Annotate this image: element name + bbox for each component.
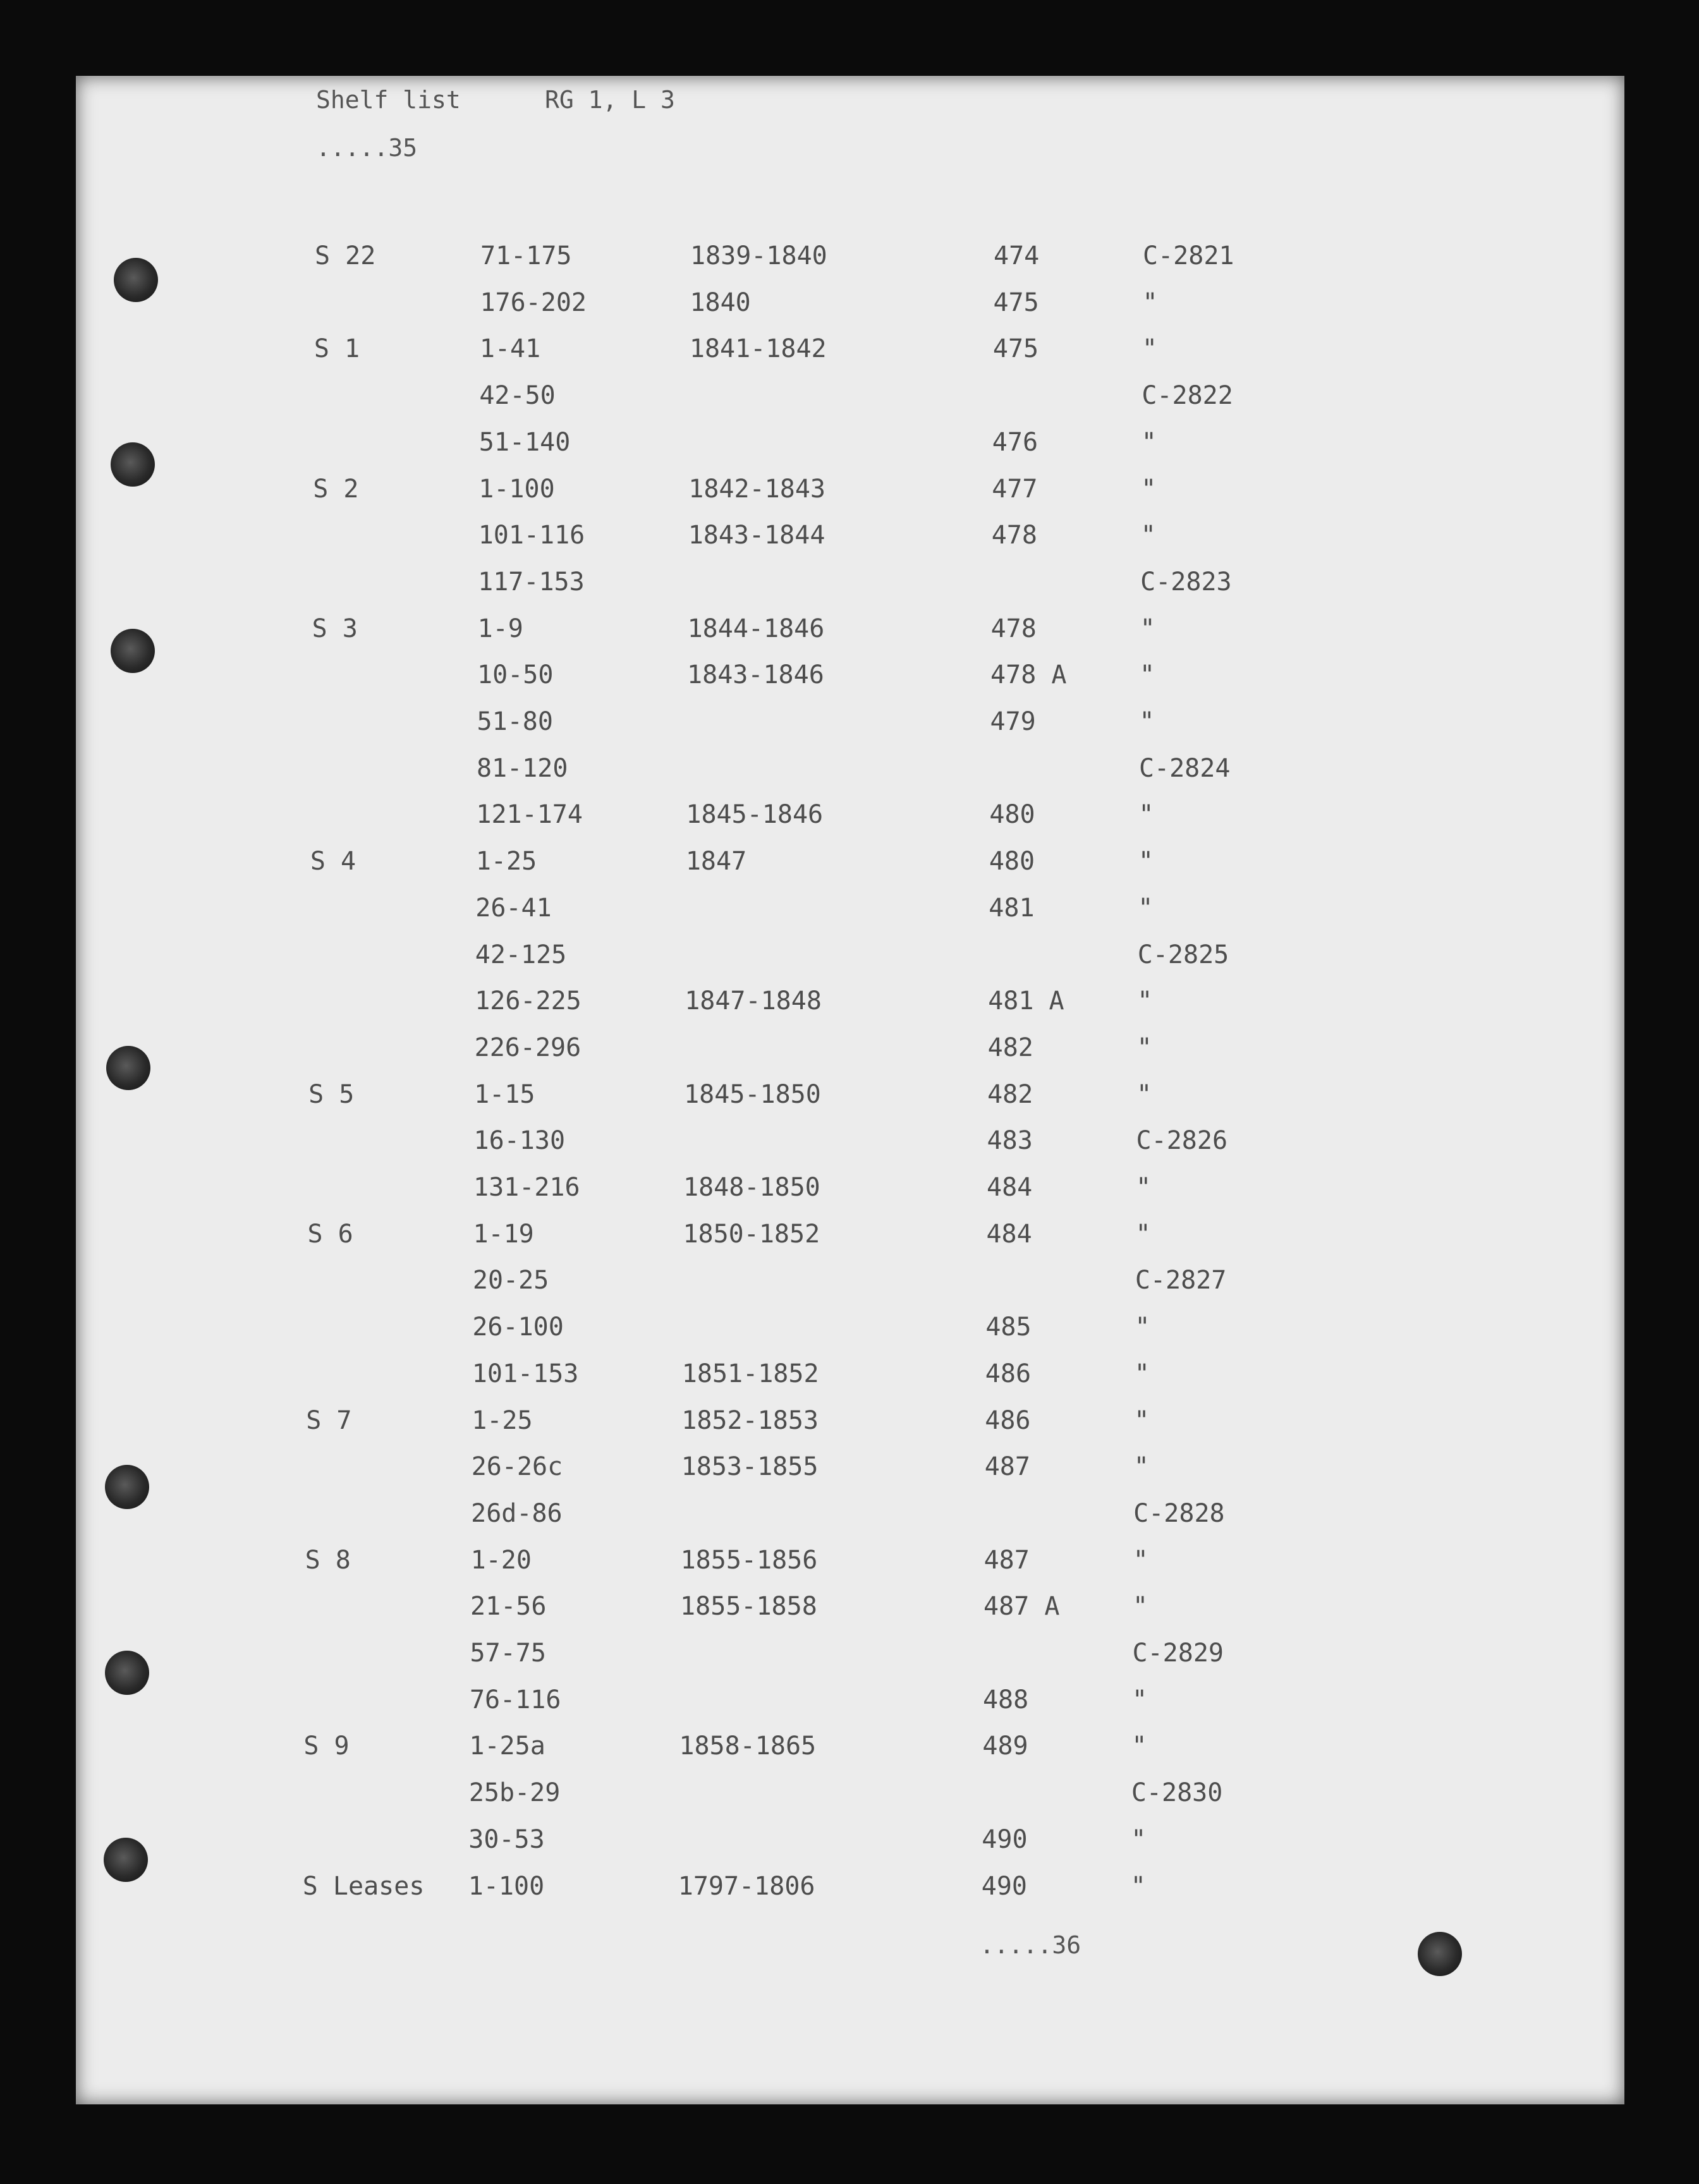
reel-cell: ": [1135, 1219, 1151, 1249]
range-cell: 126-225: [475, 986, 582, 1016]
series-cell: S Leases: [302, 1871, 425, 1901]
range-cell: 1-19: [473, 1219, 534, 1249]
volume-cell: 486: [985, 1359, 1032, 1388]
years-cell: 1797-1806: [678, 1871, 815, 1901]
years-cell: 1843-1846: [687, 660, 824, 690]
range-cell: 101-116: [478, 521, 585, 550]
range-cell: 101-153: [472, 1359, 579, 1388]
reel-cell: ": [1131, 1824, 1147, 1854]
reel-cell: ": [1135, 1313, 1150, 1342]
volume-cell: 477: [992, 474, 1038, 504]
volume-cell: 475: [992, 334, 1039, 364]
reel-cell: C-2830: [1131, 1778, 1223, 1808]
reel-cell: ": [1136, 1173, 1152, 1202]
range-cell: 10-50: [477, 660, 554, 690]
series-cell: S 8: [305, 1545, 351, 1575]
range-cell: 1-20: [470, 1545, 532, 1575]
range-cell: 26-26c: [471, 1452, 563, 1482]
years-cell: 1841-1842: [689, 334, 827, 364]
reel-cell: ": [1131, 1685, 1148, 1714]
volume-cell: 480: [989, 847, 1035, 877]
range-cell: 176-202: [480, 288, 587, 317]
range-cell: 51-80: [477, 707, 553, 736]
series-cell: S 2: [313, 474, 359, 504]
volume-cell: 479: [990, 707, 1036, 736]
years-cell: 1852-1853: [681, 1405, 819, 1435]
years-cell: 1840: [690, 288, 751, 317]
volume-cell: 485: [985, 1313, 1032, 1342]
reel-cell: C-2825: [1137, 940, 1229, 969]
years-cell: 1845-1846: [686, 800, 824, 830]
volume-cell: 476: [992, 427, 1038, 457]
reel-cell: ": [1134, 1405, 1150, 1435]
volume-cell: 486: [985, 1405, 1031, 1435]
punch-hole-icon: [105, 1651, 149, 1695]
series-cell: S 6: [307, 1219, 353, 1249]
years-cell: 1847-1848: [685, 986, 822, 1016]
series-cell: S 5: [308, 1079, 355, 1109]
reel-cell: ": [1136, 1079, 1152, 1109]
volume-cell: 478: [990, 614, 1037, 643]
years-cell: 1843-1844: [688, 521, 825, 550]
range-cell: 21-56: [470, 1592, 547, 1622]
reel-cell: ": [1138, 893, 1154, 923]
series-cell: S 4: [310, 847, 356, 877]
range-cell: 1-25a: [469, 1732, 545, 1761]
range-cell: 1-25: [475, 847, 537, 877]
range-cell: 71-175: [480, 241, 572, 270]
volume-cell: 484: [986, 1219, 1032, 1249]
next-page-ref: .....36: [980, 1931, 1081, 1959]
years-cell: 1839-1840: [690, 241, 827, 270]
volume-cell: 484: [987, 1173, 1033, 1202]
punch-hole-icon: [106, 1046, 150, 1090]
reel-cell: ": [1136, 1033, 1152, 1062]
years-cell: 1855-1856: [680, 1545, 818, 1575]
volume-cell: 475: [993, 288, 1039, 317]
reel-cell: ": [1142, 288, 1158, 317]
volume-cell: 487: [984, 1452, 1030, 1482]
range-cell: 42-50: [479, 381, 556, 411]
range-cell: 30-53: [468, 1824, 545, 1854]
volume-cell: 481 A: [988, 986, 1064, 1016]
range-cell: 57-75: [470, 1639, 546, 1668]
range-cell: 1-100: [468, 1871, 545, 1901]
range-cell: 1-25: [472, 1405, 533, 1435]
years-cell: 1858-1865: [679, 1732, 817, 1761]
reel-cell: ": [1131, 1732, 1147, 1761]
volume-cell: 482: [987, 1079, 1033, 1109]
volume-cell: 490: [981, 1871, 1027, 1901]
punch-hole-icon: [105, 1465, 149, 1509]
range-cell: 26-41: [475, 893, 552, 923]
range-cell: 121-174: [476, 800, 583, 830]
volume-cell: 481: [989, 893, 1035, 923]
range-cell: 51-140: [478, 427, 571, 457]
volume-cell: 488: [982, 1685, 1029, 1714]
reel-cell: ": [1142, 334, 1157, 364]
range-cell: 1-41: [479, 334, 541, 364]
volume-cell: 474: [994, 241, 1040, 270]
punch-hole-icon: [111, 629, 155, 673]
reel-cell: C-2827: [1135, 1266, 1227, 1295]
reel-cell: C-2828: [1133, 1498, 1225, 1528]
reel-cell: C-2824: [1138, 753, 1231, 783]
range-cell: 226-296: [474, 1033, 582, 1062]
range-cell: 26d-86: [471, 1498, 563, 1528]
reel-cell: ": [1140, 521, 1156, 550]
reel-cell: ": [1133, 1592, 1148, 1622]
volume-cell: 478: [991, 521, 1037, 550]
volume-cell: 490: [982, 1824, 1028, 1854]
volume-cell: 487 A: [983, 1592, 1060, 1622]
series-cell: S 7: [306, 1405, 352, 1435]
record-group-ref: RG 1, L 3: [545, 86, 675, 114]
range-cell: 25b-29: [468, 1778, 561, 1808]
reel-cell: ": [1133, 1452, 1149, 1482]
range-cell: 16-130: [473, 1126, 566, 1156]
volume-cell: 483: [987, 1126, 1033, 1156]
reel-cell: ": [1137, 986, 1153, 1016]
reel-cell: C-2822: [1142, 381, 1233, 411]
reel-cell: ": [1139, 707, 1155, 736]
series-cell: S 3: [312, 614, 358, 643]
range-cell: 1-9: [477, 614, 523, 643]
reel-cell: ": [1140, 614, 1155, 643]
range-cell: 1-100: [478, 474, 555, 504]
reel-cell: C-2821: [1143, 241, 1234, 270]
previous-page-ref: .....35: [316, 134, 418, 162]
years-cell: 1847: [685, 847, 747, 877]
range-cell: 1-15: [474, 1079, 535, 1109]
reel-cell: ": [1140, 660, 1155, 690]
years-cell: 1842-1843: [688, 474, 825, 504]
volume-cell: 482: [987, 1033, 1033, 1062]
years-cell: 1845-1850: [684, 1079, 821, 1109]
reel-cell: ": [1141, 427, 1157, 457]
shelf-list-title: Shelf list: [316, 86, 461, 114]
years-cell: 1844-1846: [687, 614, 825, 643]
punch-hole-icon: [1418, 1932, 1462, 1976]
range-cell: 81-120: [476, 753, 568, 783]
range-cell: 76-116: [469, 1685, 561, 1714]
volume-cell: 480: [989, 800, 1035, 830]
reel-cell: ": [1138, 847, 1154, 877]
reel-cell: ": [1138, 800, 1154, 830]
range-cell: 131-216: [473, 1173, 580, 1202]
punch-hole-icon: [114, 258, 158, 302]
reel-cell: ": [1133, 1545, 1148, 1575]
range-cell: 20-25: [472, 1266, 549, 1295]
punch-hole-icon: [104, 1838, 148, 1882]
range-cell: 117-153: [478, 567, 585, 597]
volume-cell: 489: [982, 1732, 1028, 1761]
reel-cell: ": [1141, 474, 1157, 504]
years-cell: 1851-1852: [681, 1359, 819, 1388]
years-cell: 1855-1858: [680, 1592, 817, 1622]
volume-cell: 487: [983, 1545, 1030, 1575]
range-cell: 42-125: [475, 940, 567, 969]
years-cell: 1848-1850: [683, 1173, 820, 1202]
reel-cell: C-2829: [1132, 1639, 1224, 1668]
reel-cell: ": [1134, 1359, 1150, 1388]
series-cell: S 1: [314, 334, 360, 364]
reel-cell: C-2826: [1136, 1126, 1228, 1156]
series-cell: S 9: [303, 1732, 350, 1761]
punch-hole-icon: [111, 442, 155, 487]
reel-cell: C-2823: [1140, 567, 1232, 597]
reel-cell: ": [1130, 1871, 1146, 1901]
years-cell: 1853-1855: [681, 1452, 819, 1482]
range-cell: 26-100: [472, 1313, 564, 1342]
volume-cell: 478 A: [990, 660, 1067, 690]
series-cell: S 22: [315, 241, 376, 270]
years-cell: 1850-1852: [683, 1219, 820, 1249]
